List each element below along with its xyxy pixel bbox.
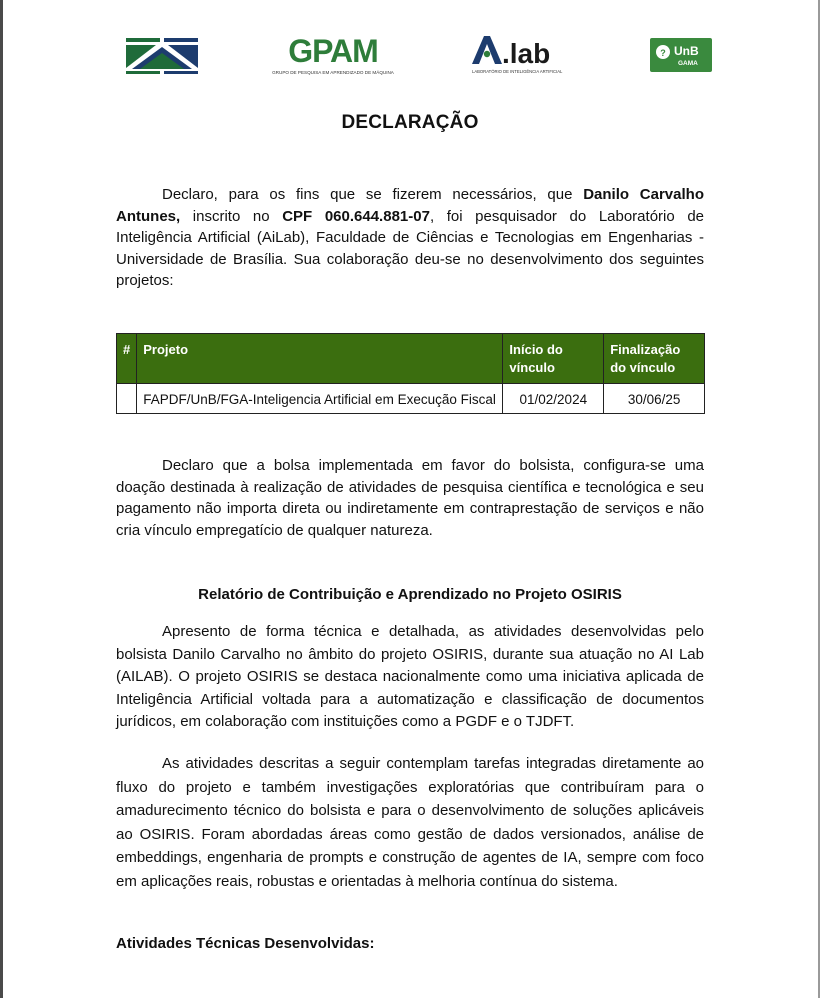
unb-logo xyxy=(126,38,198,74)
report-intro-paragraph: Apresento de forma técnica e detalhada, as atividades desenvolvidas pelo bolsista Danilo Carvalho no âmbito do projeto OSIRIS, durante sua atuação no AI Lab (AILAB). O projeto OSIRIS se destaca nacionalmente como uma iniciativa aplicada de Inteligência Artificial voltada para a automatização e classificação de documentos jurídicos, em colaboração com instituições como a PGDF e o TJDFT. xyxy=(116,623,704,730)
svg-text:?: ? xyxy=(660,48,666,58)
unb-gama-line2: GAMA xyxy=(678,60,698,67)
header-end: Finalização do vínculo xyxy=(604,334,705,384)
document-title: DECLARAÇÃO xyxy=(341,112,479,133)
gpam-tagline: GRUPO DE PESQUISA EM APRENDIZADO DE MÁQUINA xyxy=(272,70,394,75)
activities-paragraph: As atividades descritas a seguir contemplam tarefas integradas diretamente ao fluxo do projeto e também investigações exploratórias que contribuíram para o amadurecimento técnico do bolsista e para o desenvolvimento de soluções aplicáveis ao OSIRIS. Foram abordadas áreas como gestão de dados versionados, análise de embeddings, engenharia de prompts e construção de agentes de IA, sempre com foco em aplicações reais, robustas e orientadas à melhoria contínua do sistema. xyxy=(116,755,704,890)
declaration-text-a: Declaro, para os fins que se fizerem necessários, que xyxy=(162,186,584,203)
declaration-text-b: inscrito no xyxy=(180,207,283,225)
cell-start-date: 01/02/2024 xyxy=(503,384,604,414)
unb-gama-line1: UnB xyxy=(674,44,699,58)
ailab-a-mark xyxy=(472,36,502,64)
ailab-wordmark: .lab xyxy=(502,38,551,69)
ailab-tagline: LABORATÓRIO DE INTELIGÊNCIA ARTIFICIAL xyxy=(472,69,563,74)
declaration-paragraph xyxy=(116,184,704,292)
gpam-wordmark: GPAM xyxy=(288,33,378,69)
cell-project: FAPDF/UnB/FGA-Inteligencia Artificial em Execução Fiscal xyxy=(137,384,503,414)
declarant-cpf: CPF 060.644.881-07 xyxy=(282,207,430,225)
table-header-row xyxy=(117,334,705,384)
gpam-logo xyxy=(270,32,396,78)
projects-table xyxy=(116,333,705,414)
scholarship-paragraph: Declaro que a bolsa implementada em favor do bolsista, configura-se uma doação destinada à realização de atividades de pesquisa científica e tecnológica e seu pagamento não importa direta ou indiretamente em contraprestação de serviços e não cria vínculo empregatício de qualquer natureza. xyxy=(116,457,704,539)
header-project: Projeto xyxy=(137,334,503,384)
header-number: # xyxy=(117,334,137,384)
declarant-name: Danilo Carvalho Antunes, xyxy=(116,186,704,225)
table-row xyxy=(117,384,705,414)
header-start: Início do vínculo xyxy=(503,334,604,384)
unb-gama-logo xyxy=(650,38,712,72)
logo-header xyxy=(0,30,820,80)
ailab-logo xyxy=(470,32,576,76)
cell-number xyxy=(117,384,137,414)
page-border-left xyxy=(0,0,3,998)
cell-end-date: 30/06/25 xyxy=(604,384,705,414)
report-title: Relatório de Contribuição e Aprendizado no Projeto OSIRIS xyxy=(198,586,622,603)
declaration-text-c: , foi pesquisador do Laboratório de Inteligência Artificial (AiLab), Faculdade de Ciências e Tecnologias em Engenharias - Universidade de Brasília. Sua colaboração deu-se no desenvolvimento dos seguintes projetos: xyxy=(116,207,705,289)
section-heading: Atividades Técnicas Desenvolvidas: xyxy=(116,935,375,952)
